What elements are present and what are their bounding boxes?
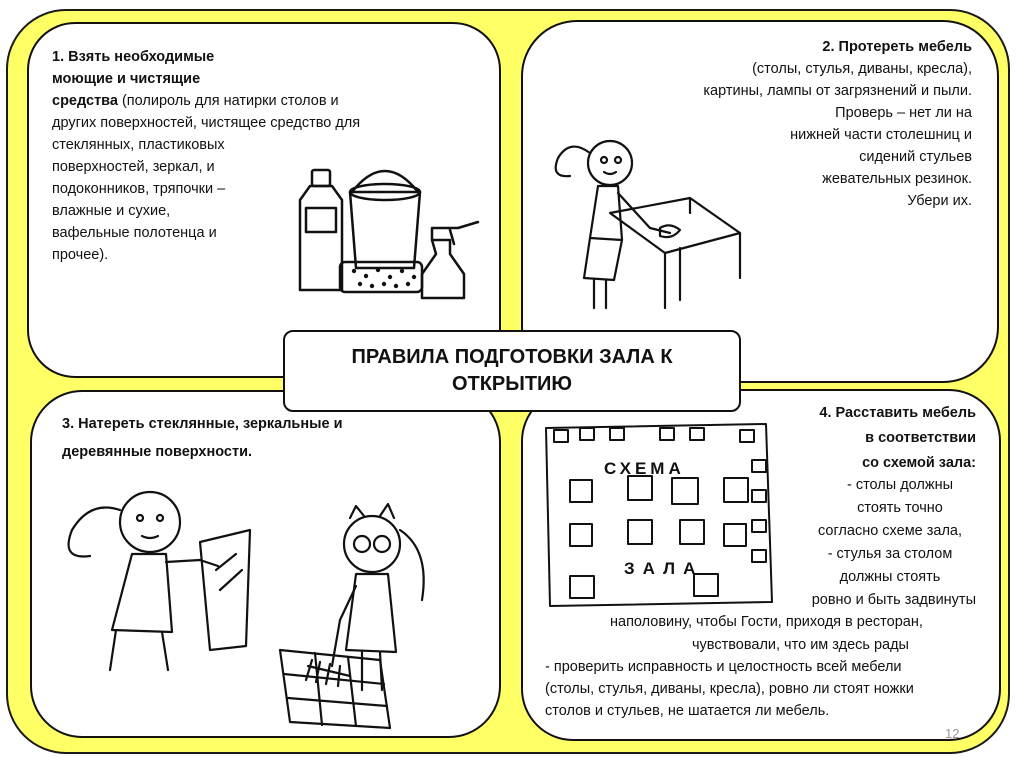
floor-tiles	[280, 650, 390, 728]
step1-text-line: других поверхностей, чистящее средство для	[52, 115, 361, 131]
step4-heading-line-1: 4. Расставить мебель	[819, 405, 976, 421]
page-title: ПРАВИЛА ПОДГОТОВКИ ЗАЛА К ОТКРЫТИЮ	[351, 346, 673, 395]
step4-right-line: должны стоять	[839, 569, 941, 585]
scheme-table	[628, 476, 652, 500]
spray-nozzle	[432, 222, 478, 240]
girl-head	[588, 141, 632, 185]
step1-line-3	[52, 90, 339, 112]
step2-heading: 2. Протереть мебель	[822, 39, 972, 55]
step3-heading-line-2: деревянные поверхности.	[62, 444, 253, 460]
girl1-ponytail	[69, 508, 120, 557]
girl1-body	[112, 554, 172, 632]
girl2-head	[344, 516, 400, 572]
step1-text-line: стеклянных, пластиковых	[52, 137, 225, 153]
scheme-table	[570, 576, 594, 598]
bucket-handle	[352, 171, 418, 192]
step4-heading-line-3: со схемой зала:	[862, 455, 976, 471]
scheme-outline	[546, 424, 772, 606]
step1-heading-line-1: 1. Взять необходимые	[52, 49, 215, 65]
step1-text-line: прочее).	[52, 247, 109, 263]
scheme-table	[570, 524, 592, 546]
step2-text-line: Проверь – нет ли на	[835, 105, 972, 121]
step2-text-line: сидений стульев	[859, 149, 972, 165]
step2-text-line: нижней части столешниц и	[790, 127, 972, 143]
step2-text-line: (столы, стулья, диваны, кресла),	[752, 61, 972, 77]
step1-text-line: подоконников, тряпочки –	[52, 181, 226, 197]
girl1-head	[120, 492, 180, 552]
cleaning-supplies-illustration	[282, 158, 492, 308]
page-number: 12	[945, 726, 960, 741]
scheme-table	[724, 478, 748, 502]
step1-text-line: вафельные полотенца и	[52, 225, 217, 241]
girl-wiping-table-illustration	[540, 118, 750, 323]
scheme-label-1: СХЕМА	[604, 459, 685, 478]
girl-ponytail	[556, 147, 590, 177]
girl-legs	[594, 280, 606, 308]
girl1-arm	[166, 560, 218, 566]
scheme-label-2: ЗАЛА	[624, 559, 704, 578]
hall-scheme-illustration	[540, 420, 780, 610]
step4-right-line: ровно и быть задвинуты	[811, 592, 976, 608]
step1-text-line: поверхностей, зеркал, и	[52, 159, 215, 175]
step4-right-line: стоять точно	[857, 500, 943, 516]
table-legs	[665, 198, 740, 308]
step3-heading-line-1: 3. Натереть стеклянные, зеркальные и	[62, 416, 343, 432]
spray-bottle-body	[422, 240, 464, 298]
scheme-table	[672, 478, 698, 504]
step4-right-line: - стулья за столом	[827, 546, 953, 562]
girl2-hair	[400, 530, 424, 600]
bucket-body	[350, 192, 420, 268]
scheme-table	[628, 520, 652, 544]
step4-bottom-line: чувствовали, что им здесь рады	[692, 637, 909, 653]
mirror	[200, 530, 250, 650]
girl2-body	[346, 574, 396, 652]
step4-right-line: - столы должны	[846, 477, 954, 493]
step2-text-line: Убери их.	[907, 193, 972, 209]
scheme-table	[680, 520, 704, 544]
step1-heading-word: средства	[52, 93, 118, 109]
girls-polishing-illustration	[50, 470, 490, 730]
step4-bottom-line: (столы, стулья, диваны, кресла), ровно ли стоят ножки	[545, 681, 914, 697]
step1-heading-line-2: моющие и чистящие	[52, 71, 201, 87]
bottle-cap	[312, 170, 330, 186]
sponge	[340, 262, 422, 292]
girl-body	[590, 186, 622, 240]
girl-skirt	[584, 238, 622, 280]
title-box	[283, 330, 741, 412]
step4-right-line: согласно схеме зала,	[817, 523, 963, 539]
step4-bottom-line: столов и стульев, не шатается ли мебель.	[545, 703, 830, 719]
step4-heading-line-2: в соответствии	[865, 430, 976, 446]
step2-text-line: картины, лампы от загрязнений и пыли.	[703, 83, 972, 99]
girl2-glasses-right	[374, 536, 390, 552]
scheme-table	[570, 480, 592, 502]
step1-rest-first: (полироль для натирки столов и	[117, 93, 339, 109]
step1-text-line: влажные и сухие,	[52, 203, 171, 219]
girl2-glasses-left	[354, 536, 370, 552]
bottle-label	[306, 208, 336, 232]
broom-head	[306, 660, 350, 686]
scheme-table	[724, 524, 746, 546]
girl1-legs	[110, 630, 168, 670]
step4-bottom-line: наполовину, чтобы Гости, приходя в ресторан,	[610, 614, 923, 630]
step4-bottom-line: - проверить исправность и целостность всей мебели	[545, 659, 902, 675]
step2-text-line: жевательных резинок.	[822, 171, 972, 187]
bottle-body	[300, 186, 342, 290]
